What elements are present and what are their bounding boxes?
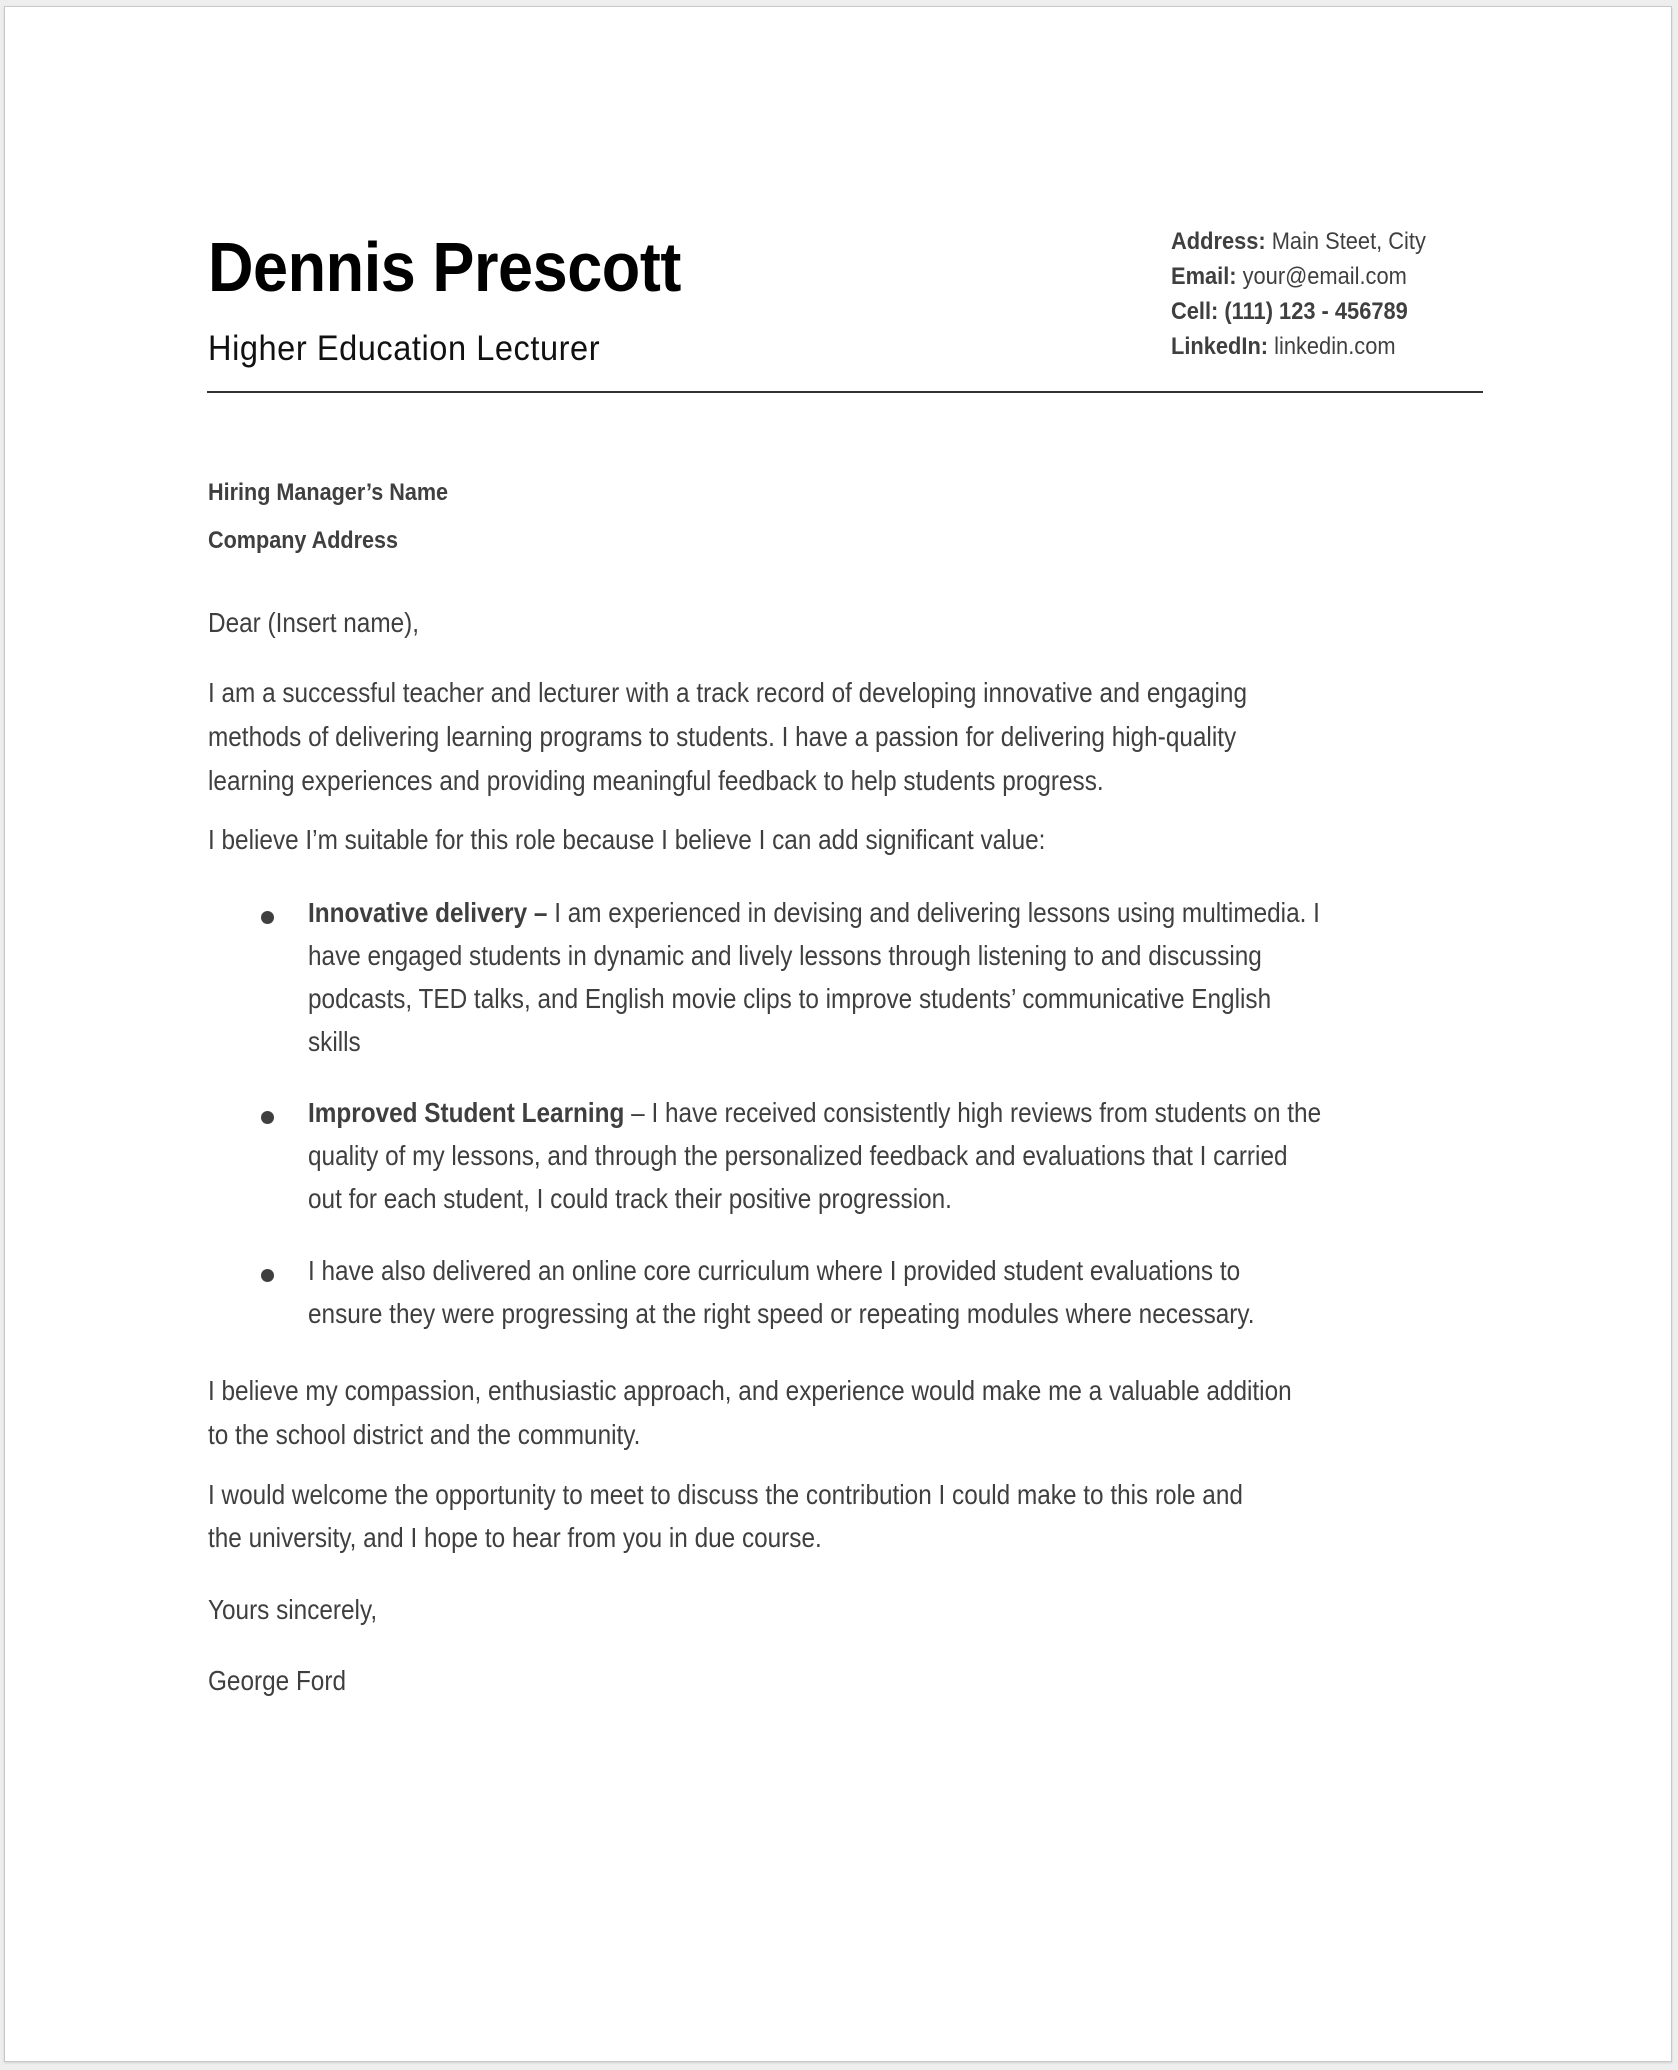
sign-off: Yours sincerely, (208, 1594, 378, 1625)
contact-cell (1171, 300, 1408, 324)
bullet-1-text: I am experienced in devising and delivering lessons using multimedia. I (547, 897, 1320, 928)
intro-line: methods of delivering learning programs to students. I have a passion for delivering high-quality (208, 721, 1237, 752)
applicant-job-title: Higher Education Lecturer (208, 329, 601, 368)
bullet-dot-icon (261, 1111, 274, 1124)
recipient-name: Hiring Manager’s Name (208, 479, 449, 506)
value-statement: I believe I’m suitable for this role because I believe I can add significant value: (208, 824, 1046, 855)
salutation: Dear (Insert name), (208, 607, 420, 638)
bullet-2-line: quality of my lessons, and through the personalized feedback and evaluations that I carried (308, 1140, 1288, 1171)
intro-line: learning experiences and providing meaningful feedback to help students progress. (208, 765, 1104, 796)
contact-linkedin-label: LinkedIn: (1171, 333, 1269, 360)
closing-paragraph-1-line: to the school district and the community. (208, 1419, 641, 1450)
contact-cell-value: (111) 123 - 456789 (1224, 298, 1408, 325)
recipient-address: Company Address (208, 527, 399, 554)
bullet-1-line: skills (308, 1026, 361, 1057)
contact-email-label: Email: (1171, 263, 1237, 290)
contact-email (1171, 265, 1407, 289)
bullet-3-line: I have also delivered an online core curriculum where I provided student evaluations to (308, 1255, 1241, 1286)
contact-linkedin-value: linkedin.com (1274, 333, 1396, 360)
bullet-3-line: ensure they were progressing at the right speed or repeating modules where necessary. (308, 1298, 1255, 1329)
contact-email-value: your@email.com (1242, 263, 1407, 290)
applicant-name: Dennis Prescott (208, 228, 681, 306)
bullet-2-heading: Improved Student Learning (308, 1097, 625, 1128)
contact-address-value: Main Steet, City (1271, 228, 1426, 255)
bullet-1-heading: Innovative delivery – (308, 897, 548, 928)
bullet-dot-icon (261, 1269, 274, 1282)
contact-address (1171, 230, 1426, 254)
bullet-2-line (308, 1099, 1321, 1127)
closing-paragraph-1-line: I believe my compassion, enthusiastic approach, and experience would make me a valuable addition (208, 1375, 1292, 1406)
header-divider (207, 391, 1483, 393)
bullet-dot-icon (261, 911, 274, 924)
bullet-2-line: out for each student, I could track their positive progression. (308, 1183, 952, 1214)
bullet-1-line: have engaged students in dynamic and lively lessons through listening to and discussing (308, 940, 1262, 971)
bullet-2-text: – I have received consistently high reviews from students on the (624, 1097, 1322, 1128)
closing-paragraph-2-line: I would welcome the opportunity to meet to discuss the contribution I could make to this role and (208, 1479, 1243, 1510)
contact-linkedin (1171, 335, 1396, 359)
contact-address-label: Address: (1171, 228, 1266, 255)
contact-cell-label: Cell: (1171, 298, 1219, 325)
intro-line: I am a successful teacher and lecturer with a track record of developing innovative and engaging (208, 677, 1248, 708)
bullet-1-line (308, 899, 1320, 927)
document-page (4, 6, 1672, 2062)
closing-paragraph-2-line: the university, and I hope to hear from you in due course. (208, 1522, 822, 1553)
signature-name: George Ford (208, 1665, 346, 1696)
bullet-1-line: podcasts, TED talks, and English movie clips to improve students’ communicative English (308, 983, 1272, 1014)
